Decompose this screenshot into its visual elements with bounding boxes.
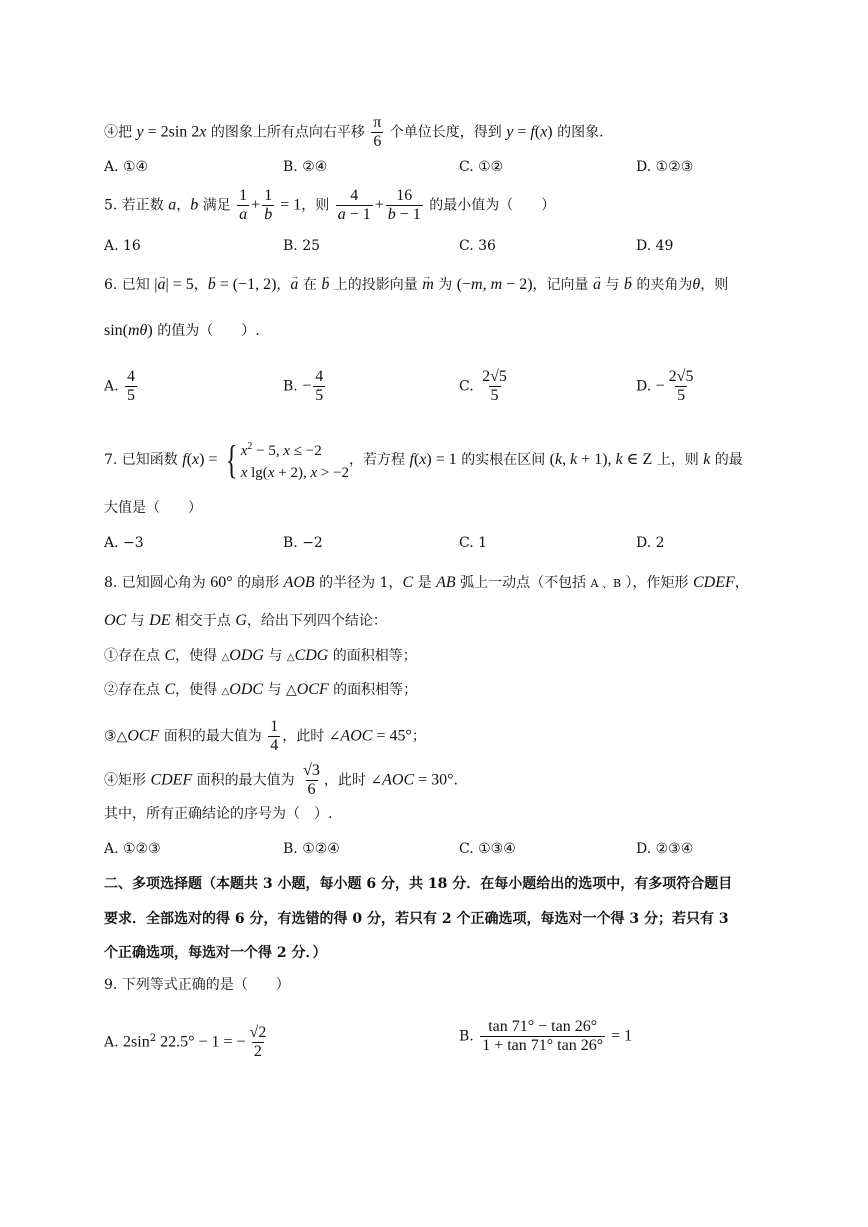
q6-option-a: A. $\frac{4}{5}$ bbox=[104, 368, 136, 404]
q8-option-c: C. ①③④ bbox=[459, 841, 516, 857]
q8-conclusion-1: ①存在点 C，使得 △ODG 与 △CDG 的面积相等； bbox=[104, 647, 417, 664]
q7-stem-line-2: 大值是（ ） bbox=[104, 500, 202, 516]
q7-option-b: B. −2 bbox=[283, 535, 323, 551]
q9-stem: 9. 下列等式正确的是（ ） bbox=[104, 977, 290, 993]
q8-stem-line-2: OC 与 DE 相交于点 G，给出下列四个结论： bbox=[104, 612, 387, 629]
q7-option-d: D. 2 bbox=[636, 535, 665, 551]
q6-option-d: D. − $\frac{2√5}{5}$ bbox=[636, 368, 694, 404]
q8-conclusion-2: ②存在点 C，使得 △ODC 与 △OCF 的面积相等； bbox=[104, 681, 418, 698]
section-2-heading-line-3: 个正确选项，每选对一个得 2 分．） bbox=[104, 945, 327, 961]
q8-option-b: B. ①②④ bbox=[283, 841, 340, 857]
q5-option-d: D. 49 bbox=[636, 238, 674, 254]
q9-option-b: B. $\frac{\tan 71^\circ - \tan 26^\circ}{1 + \tan 71^\circ \tan 26^\circ}$ = 1 bbox=[459, 1018, 633, 1054]
q7-stem-line-1: 7. 已知函数 f(x) = { $x^2 - 5$, x ≤ −2 x lg(x + 2), x > −2 ，若方程 f(x) = 1 的实根在区间 (k, k + 1), k ∈ Z 上，则 k 的最 bbox=[104, 437, 743, 482]
q6-option-b: B. − $\frac{4}{5}$ bbox=[283, 368, 324, 404]
q8-conclusion-4: ④矩形 CDEF 面积的最大值为 $\frac{√3}{6}$ ，此时 ∠AOC = 30°. bbox=[104, 762, 458, 798]
q9-option-a: A. $2\sin^2$ 22.5° − 1 = − $\frac{√2}{2}$ bbox=[104, 1024, 267, 1060]
q4-option-b: B. ②④ bbox=[283, 159, 328, 175]
q7-option-c: C. 1 bbox=[459, 535, 488, 551]
section-2-heading-line-2: 要求．全部选对的得 6 分，有选错的得 0 分，若只有 2 个正确选项，每选对一个得 3 分；若只有 3 bbox=[104, 911, 729, 927]
q8-question: 其中，所有正确结论的序号为（ ）. bbox=[104, 806, 333, 822]
q5-option-c: C. 36 bbox=[459, 238, 496, 254]
q6-option-c: C. $\frac{2√5}{5}$ bbox=[459, 368, 507, 404]
q6-stem-line-2: sin(mθ) 的值为（ ）. bbox=[104, 322, 260, 339]
q4-option-d: D. ①②③ bbox=[636, 159, 694, 175]
q4-item-4: ④把 y = 2sin 2x 的图象上所有点向右平移 $\frac{\pi}{6}$ 个单位长度，得到 y = f(x) 的图象. bbox=[104, 114, 604, 150]
q8-conclusion-3: ③△OCF 面积的最大值为 $\frac{1}{4}$ ，此时 ∠AOC = 45°； bbox=[104, 718, 426, 754]
q8-option-a: A. ①②③ bbox=[104, 841, 161, 857]
q8-option-d: D. ②③④ bbox=[636, 841, 694, 857]
q6-stem-line-1: 6. 已知 |→ a| = 5，→ b = (−1, 2)，→ a 在 → b 上的投影向量 → m 为 (−m, m − 2)，记向量 → a 与 → b 的夹角为θ，则 bbox=[104, 275, 728, 295]
q8-stem-line-1: 8. 已知圆心角为 60° 的扇形 AOB 的半径为 1，C 是 AB 弧上一动点（不包括 A 、B ），作矩形 CDEF， bbox=[104, 574, 749, 591]
q4-option-a: A. ①④ bbox=[104, 159, 149, 175]
q4-option-c: C. ①② bbox=[459, 159, 504, 175]
q5-stem: 5. 若正数 a，b 满足 $\frac{1}{a}$ + $\frac{1}{b}$ = 1，则 $\frac{4}{a - 1}$ + $\frac{16}{b - 1}$ 的最小值为（ ） bbox=[104, 187, 556, 223]
q7-option-a: A. −3 bbox=[104, 535, 144, 551]
section-2-heading-line-1: 二、多项选择题（本题共 3 小题，每小题 6 分，共 18 分．在每小题给出的选项中，有多项符合题目 bbox=[104, 876, 733, 892]
q5-option-b: B. 25 bbox=[283, 238, 321, 254]
q5-option-a: A. 16 bbox=[104, 238, 141, 254]
